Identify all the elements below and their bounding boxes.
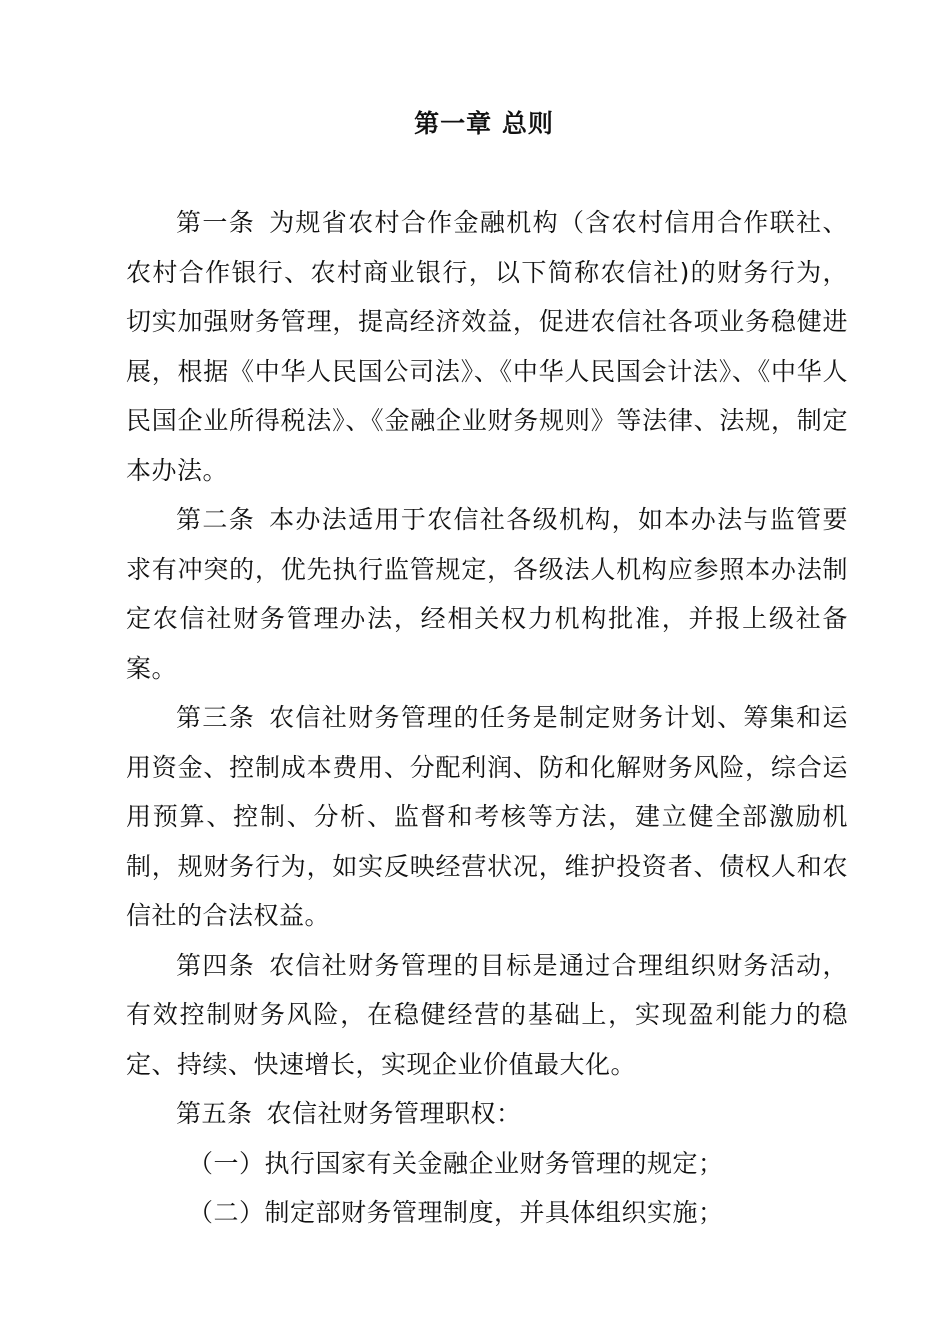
article-text: 为规省农村合作金融机构（含农村信用合作联社、农村合作银行、农村商业银行，以下简称农信社)的财务行为，切实加强财务管理，提高经济效益，促进农信社各项业务稳健进展，根据《中华人民国公司法》、《中华人民国会计法》、《中华人民国企业所得税法》、《金融企业财务规则》等法律、法规，制定本办法。: [126, 208, 848, 485]
list-item: （一）执行国家有关金融企业财务管理的规定；: [188, 1148, 724, 1178]
article-text: 农信社财务管理的任务是制定财务计划、筹集和运用资金、控制成本费用、分配利润、防和化解财务风险，综合运用预算、控制、分析、监督和考核等方法，建立健全部激励机制，规财务行为，如实反映经营状况，维护投资者、债权人和农信社的合法权益。: [126, 703, 848, 930]
article-number: 第四条: [176, 950, 256, 980]
article-number: 第五条: [176, 1099, 253, 1128]
article-text: 农信社财务管理的目标是通过合理组织财务活动，有效控制财务风险，在稳健经营的基础上，实现盈利能力的稳定、持续、快速增长，实现企业价值最大化。: [126, 950, 848, 1079]
article-text: 本办法适用于农信社各级机构，如本办法与监管要求有冲突的，优先执行监管规定，各级法人机构应参照本办法制定农信社财务管理办法，经相关权力机构批准，并报上级社备案。: [126, 505, 848, 683]
article-1: [126, 198, 848, 495]
document-body: [126, 198, 848, 1238]
article-text: 农信社财务管理职权：: [266, 1099, 522, 1128]
article-5: [126, 1089, 848, 1139]
article-2: [126, 495, 848, 693]
article-number: 第二条: [176, 505, 256, 534]
list-item: （二）制定部财务管理制度，并具体组织实施；: [188, 1198, 724, 1227]
article-4: [126, 941, 848, 1090]
article-3: [126, 693, 848, 941]
article-number: 第三条: [176, 703, 256, 732]
article-number: 第一条: [176, 208, 256, 237]
chapter-title: 第一章 总则: [414, 109, 554, 138]
